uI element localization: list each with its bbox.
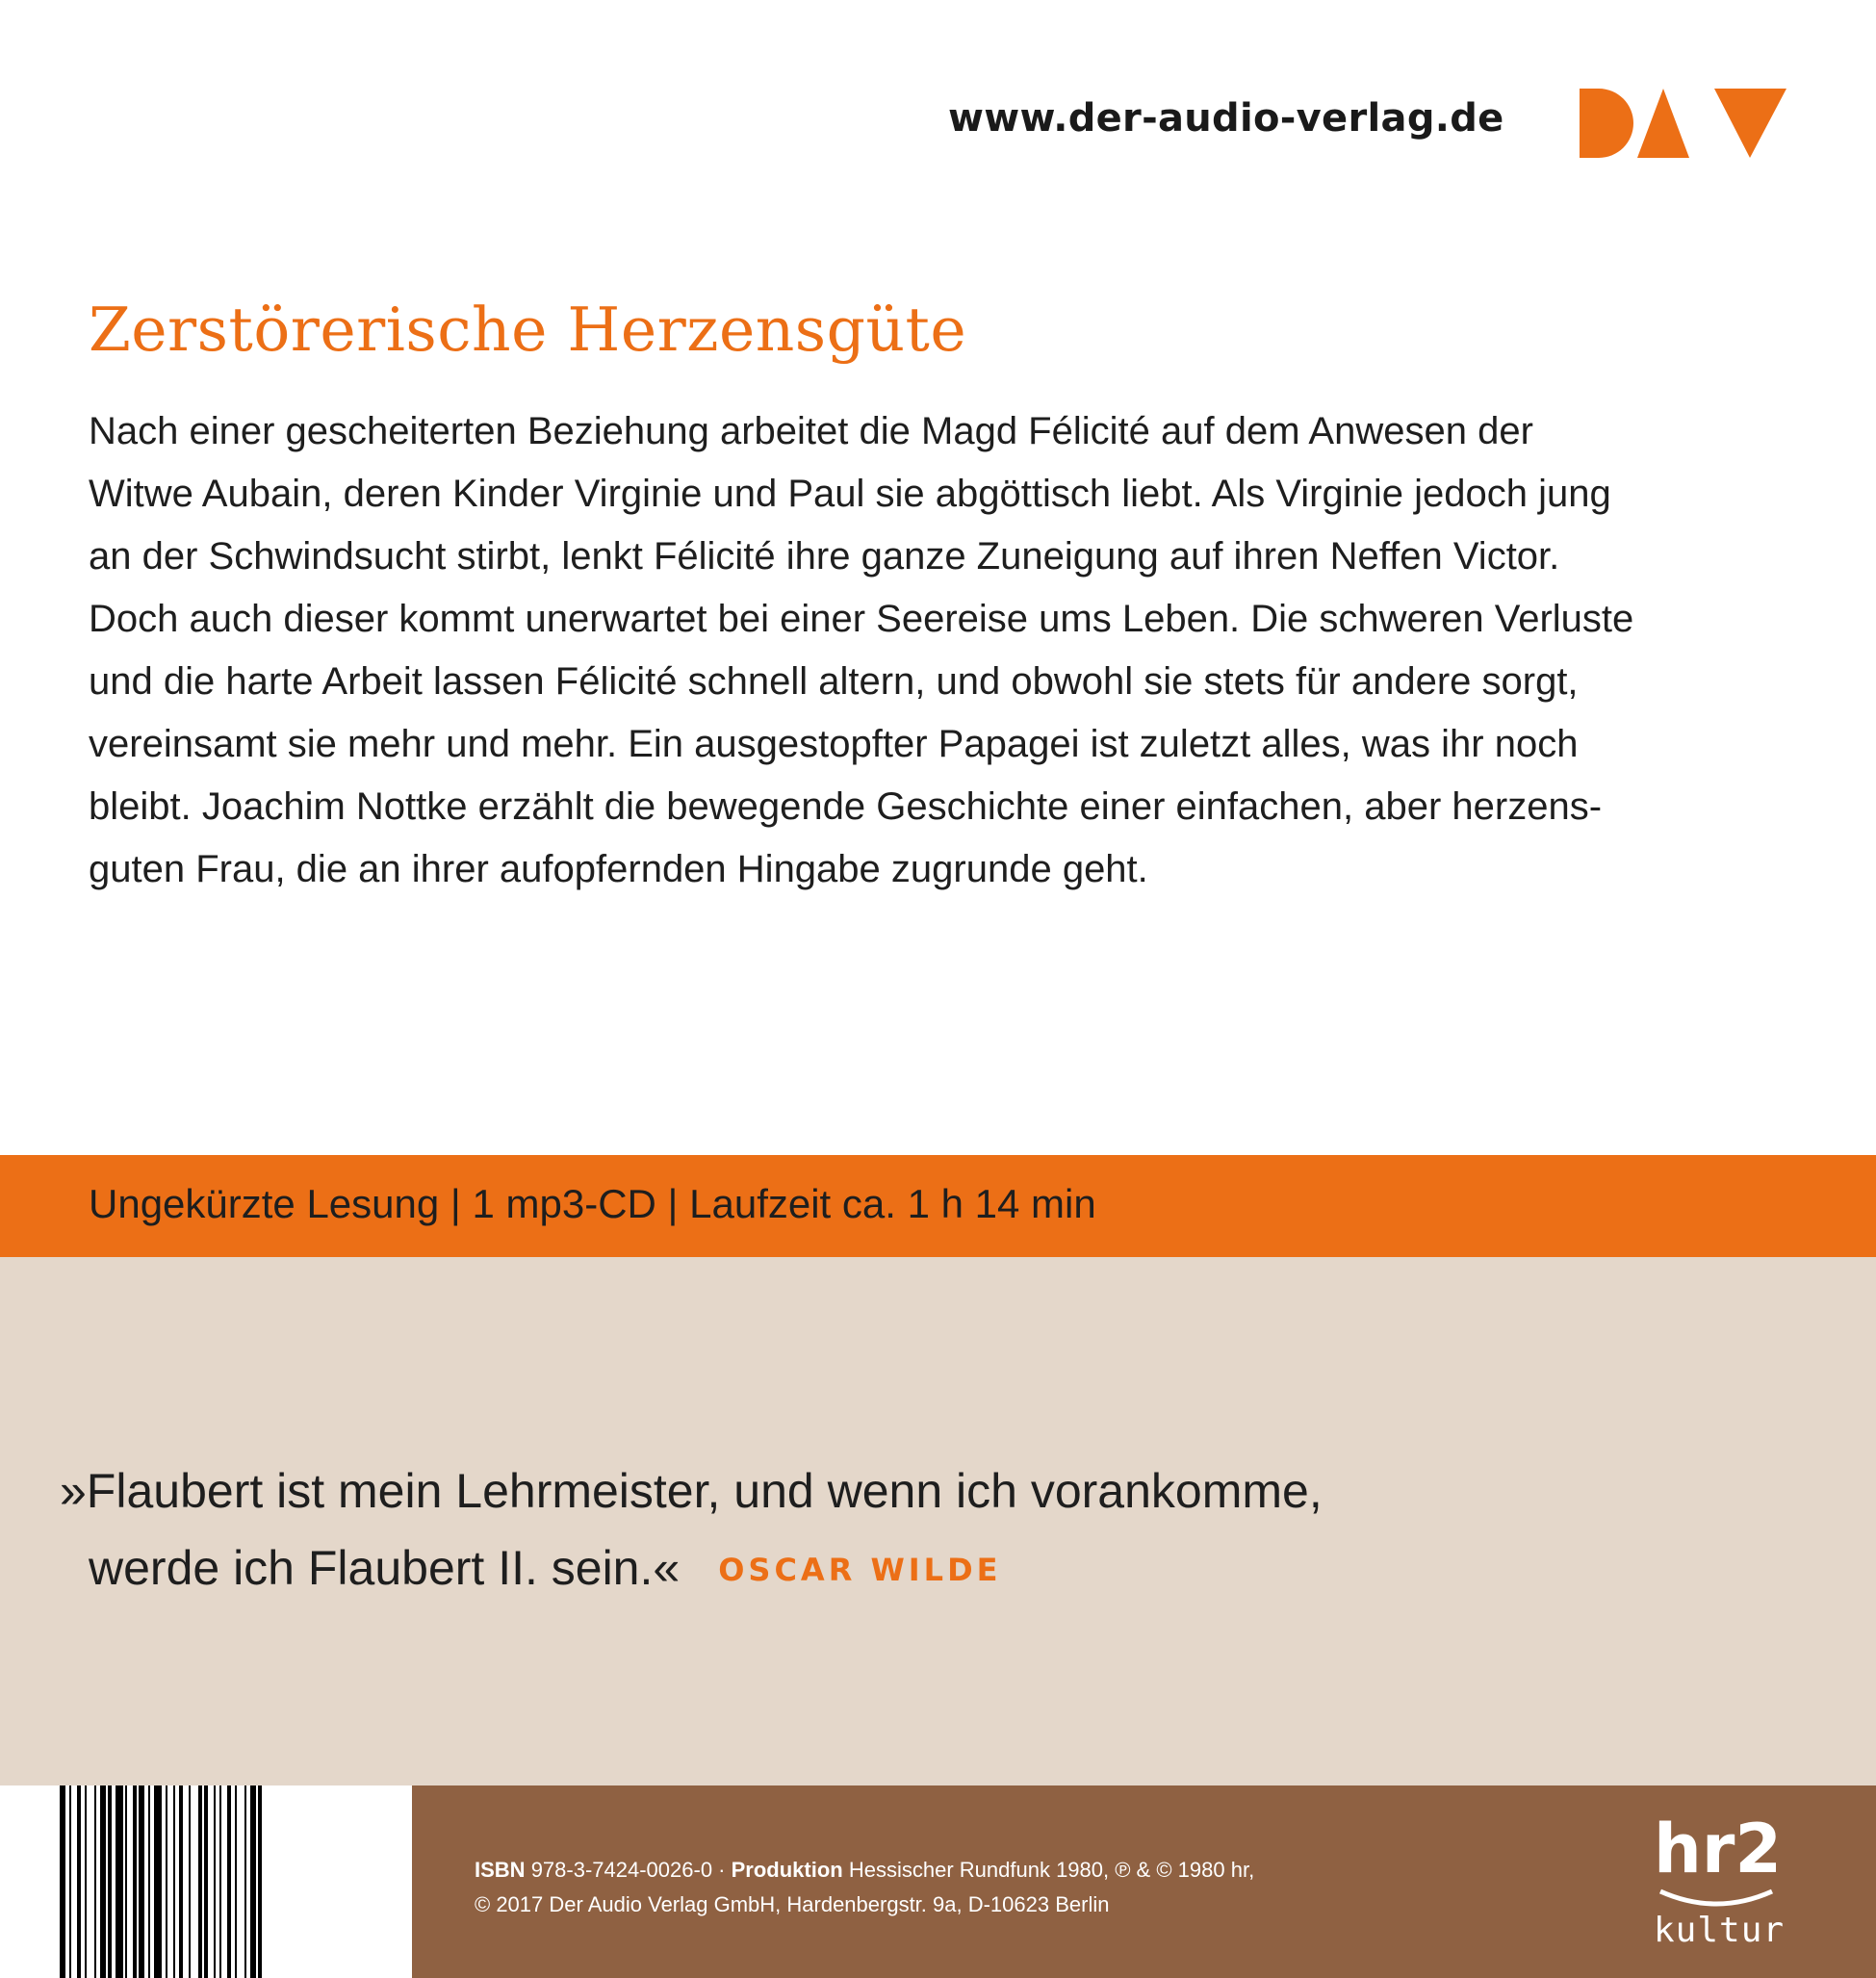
legal-line-2: © 2017 Der Audio Verlag GmbH, Hardenbergstr. 9a, D-10623 Berlin [475, 1892, 1110, 1916]
barcode-bar [148, 1785, 150, 1978]
description-line: Doch auch dieser kommt unerwartet bei einer Seereise ums Leben. Die schweren Verluste [89, 598, 1634, 640]
barcode-bar [100, 1785, 106, 1978]
description-line: guten Frau, die an ihrer aufopfernden Hingabe zugrunde geht. [89, 848, 1148, 890]
barcode-bar [258, 1785, 262, 1978]
description-line: Nach einer gescheiterten Beziehung arbeitet die Magd Félicité auf dem Anwesen der [89, 410, 1533, 452]
isbn-value: 978-3-7424-0026-0 · [530, 1858, 726, 1882]
description [89, 400, 1802, 901]
barcode-bar [116, 1785, 123, 1978]
description-line: bleibt. Joachim Nottke erzählt die bewegende Geschichte einer einfachen, aber herzens- [89, 785, 1603, 828]
description-line: vereinsamt sie mehr und mehr. Ein ausgestopfter Papagei ist zuletzt alles, was ihr noch [89, 723, 1579, 765]
isbn-label: ISBN [475, 1858, 526, 1882]
footer-band [412, 1785, 1876, 1978]
barcode-bar [60, 1785, 65, 1978]
quote-line-2-text: werde ich Flaubert II. sein.« [89, 1541, 681, 1595]
kultur-logo-text: kultur [1654, 1911, 1786, 1950]
quote-line-2 [60, 1529, 1323, 1608]
quote-band [0, 1257, 1876, 1785]
production-label: Produktion [731, 1858, 843, 1882]
barcode-bar [69, 1785, 71, 1978]
quote [60, 1452, 1323, 1608]
barcode [0, 1785, 412, 1978]
quote-author: OSCAR WILDE [718, 1552, 1002, 1588]
barcode-bar [125, 1785, 127, 1978]
barcode-icon [60, 1785, 387, 1978]
description-line: an der Schwindsucht stirbt, lenkt Félicité ihre ganze Zuneigung auf ihren Neffen Victor. [89, 535, 1560, 578]
barcode-bar [214, 1785, 216, 1978]
barcode-bar [94, 1785, 96, 1978]
hr2-logo-text: hr2 [1654, 1810, 1783, 1888]
description-line: Witwe Aubain, deren Kinder Virginie und Paul sie abgöttisch liebt. Als Virginie jedoch jung [89, 473, 1611, 515]
info-band [0, 1155, 1876, 1257]
barcode-bar [133, 1785, 137, 1978]
barcode-bar [85, 1785, 87, 1978]
barcode-bar [173, 1785, 175, 1978]
barcode-bar [244, 1785, 246, 1978]
headline: Zerstörerische Herzensgüte [89, 295, 967, 365]
legal-line-1 [475, 1853, 1254, 1888]
product-info: Ungekürzte Lesung | 1 mp3-CD | Laufzeit ca. 1 h 14 min [89, 1181, 1096, 1226]
barcode-bar [77, 1785, 81, 1978]
publisher-website[interactable]: www.der-audio-verlag.de [948, 96, 1504, 141]
barcode-bar [139, 1785, 144, 1978]
barcode-bar [179, 1785, 183, 1978]
barcode-bar [166, 1785, 167, 1978]
smile-icon [1658, 1888, 1774, 1911]
description-line: und die harte Arbeit lassen Félicité schnell altern, und obwohl sie stets für andere sorgt, [89, 660, 1579, 703]
barcode-bar [250, 1785, 256, 1978]
barcode-bar [189, 1785, 191, 1978]
hr2-kultur-logo-icon [1654, 1811, 1817, 1965]
barcode-bar [227, 1785, 231, 1978]
barcode-bar [198, 1785, 202, 1978]
barcode-bar [204, 1785, 208, 1978]
barcode-bar [154, 1785, 162, 1978]
barcode-bar [219, 1785, 221, 1978]
barcode-bar [235, 1785, 237, 1978]
dav-logo-icon [1580, 89, 1786, 158]
production-value: Hessischer Rundfunk 1980, ℗ & © 1980 hr, [848, 1858, 1255, 1882]
legal-info [475, 1853, 1254, 1922]
barcode-bar [108, 1785, 112, 1978]
quote-line-1: »Flaubert ist mein Lehrmeister, und wenn ich vorankomme, [60, 1464, 1323, 1518]
